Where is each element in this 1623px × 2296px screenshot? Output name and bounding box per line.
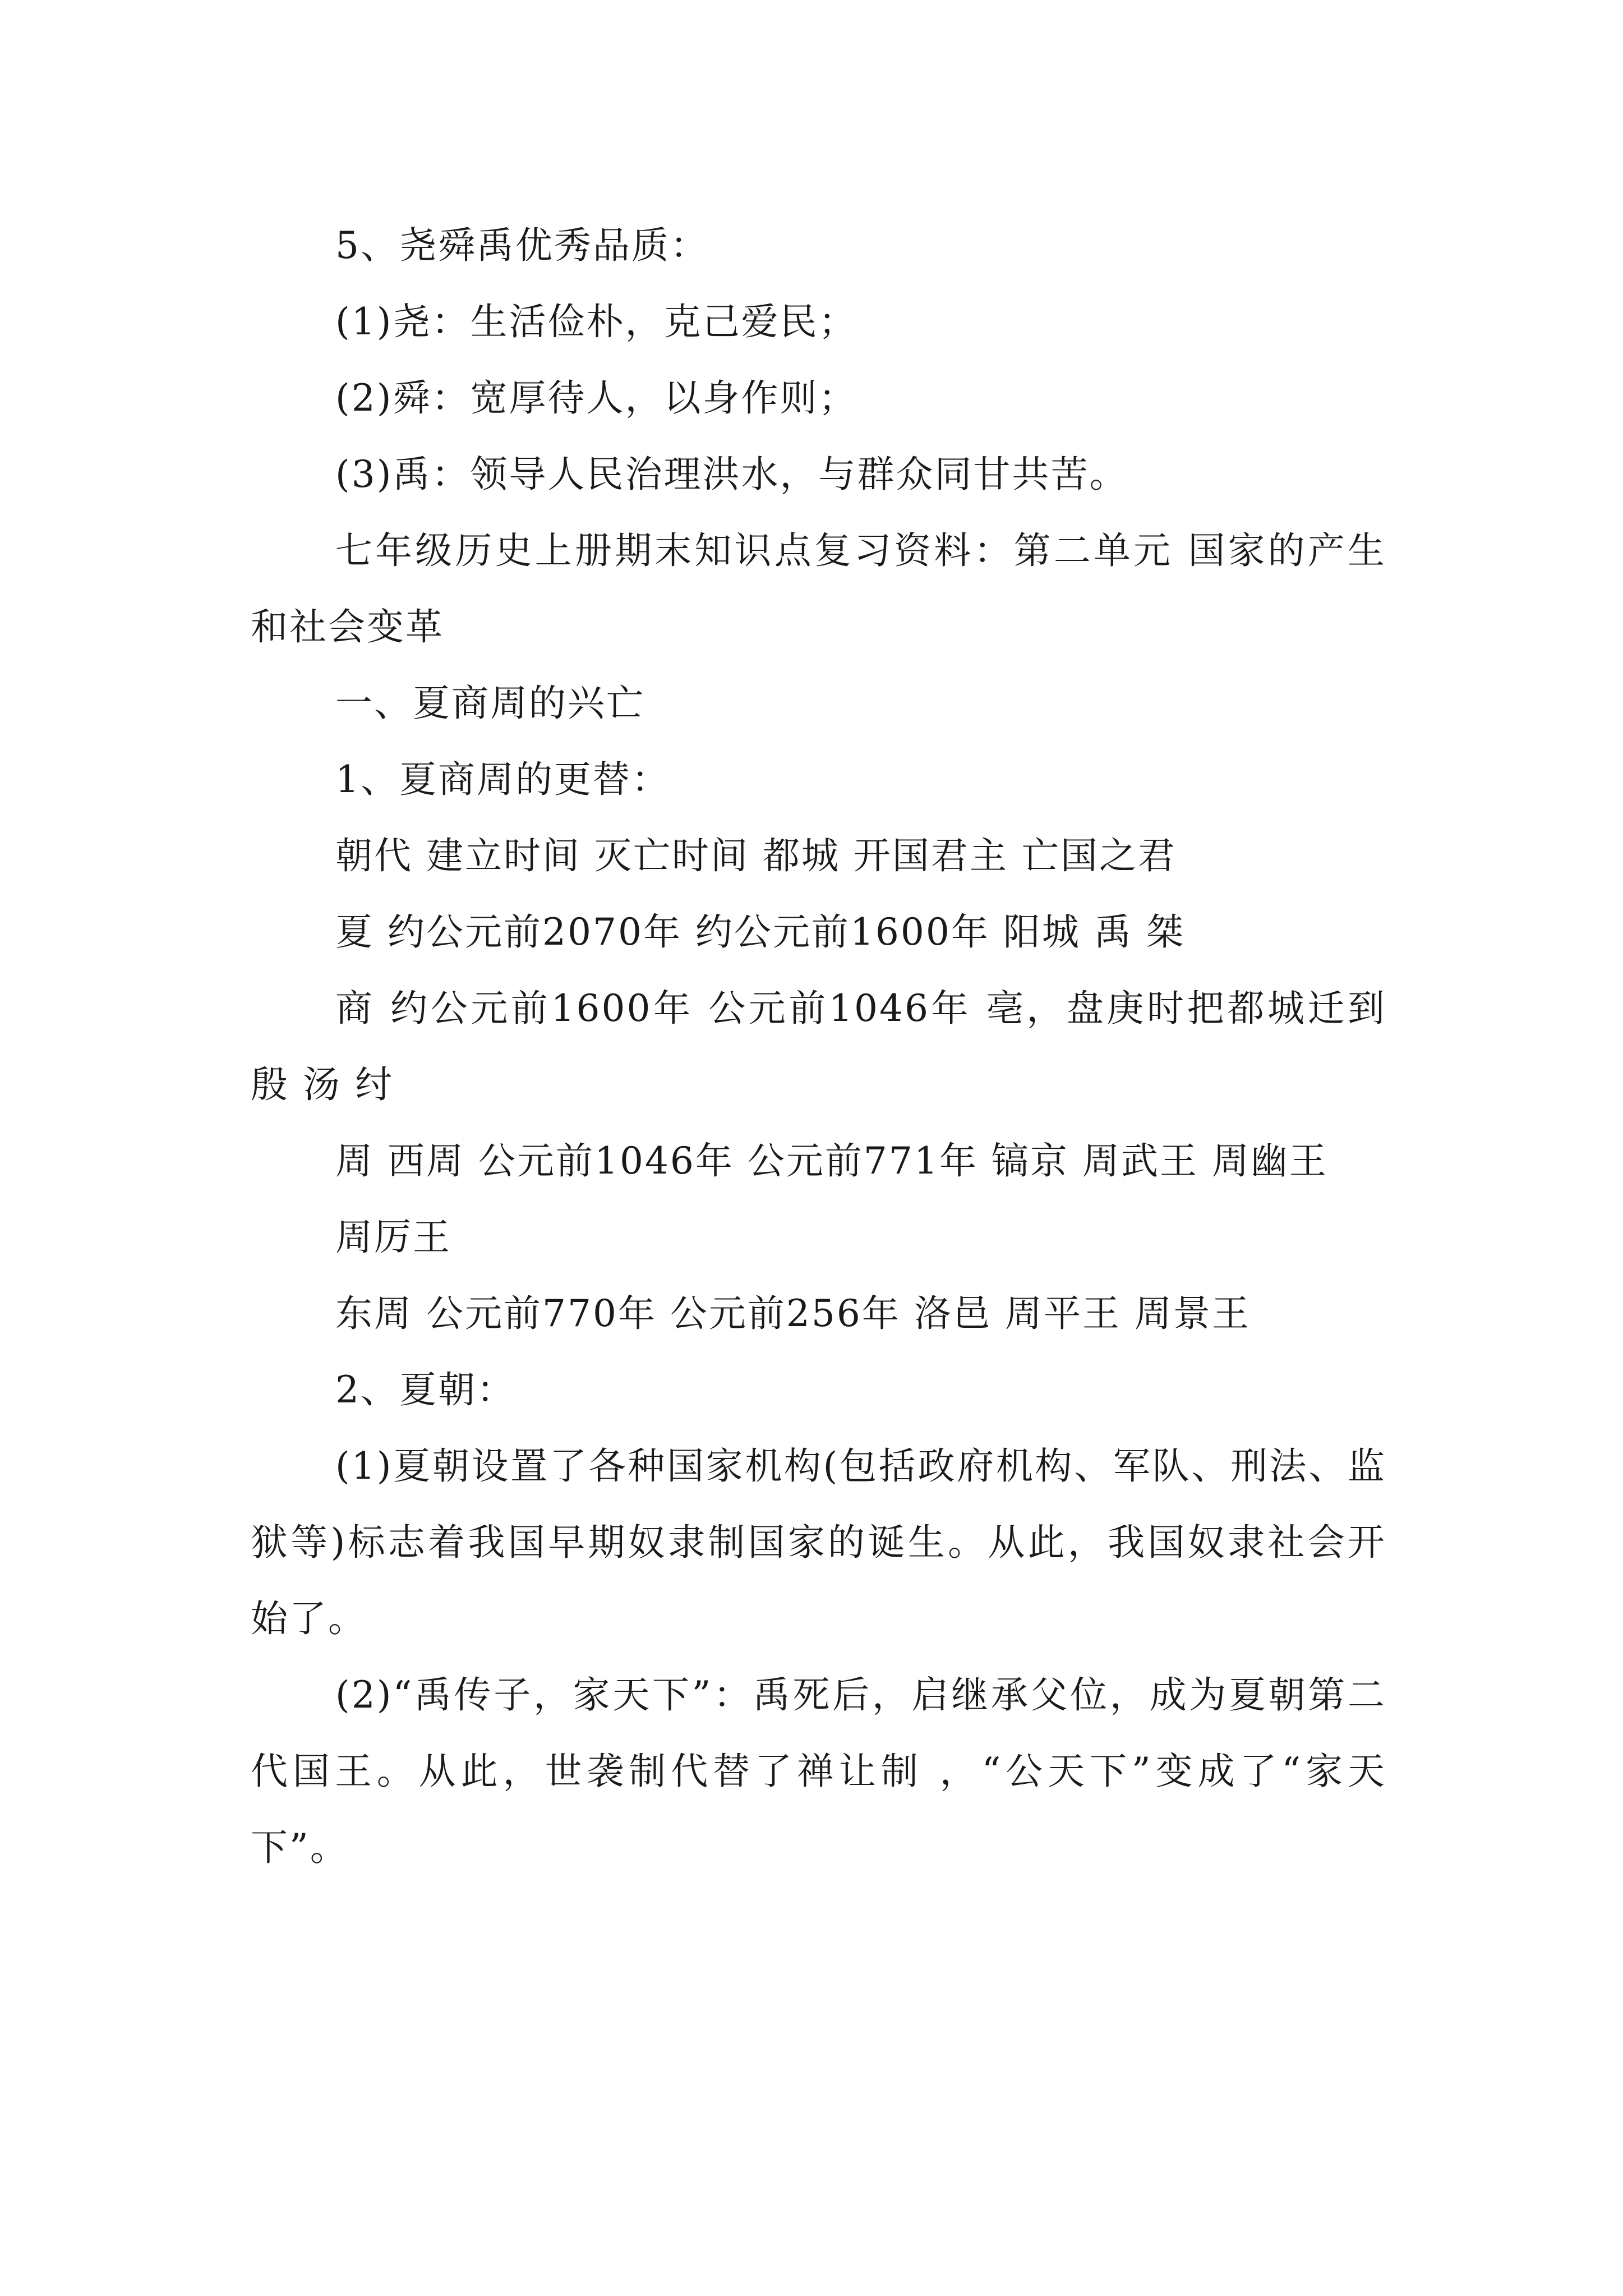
- subheading-xia-dynasty: 2、夏朝：: [335, 1368, 515, 1411]
- paragraph-xia-institutions: (1)夏朝设置了各种国家机构(包括政府机构、军队、刑法、监狱等)标志着我国早期奴隶制国家的诞生。从此，我国奴隶社会开始了。: [251, 1444, 1386, 1640]
- list-item-shun: (2)舜：宽厚待人，以身作则；: [335, 376, 857, 420]
- unit-two-title: 七年级历史上册期末知识点复习资料：第二单元 国家的产生和社会变革: [251, 529, 1386, 648]
- table-row-shang: 商 约公元前1600年 公元前1046年 亳，盘庚时把都城迁到殷 汤 纣: [251, 987, 1386, 1106]
- list-item-yu: (3)禹：领导人民治理洪水，与群众同甘共苦。: [335, 453, 1128, 496]
- heading-yao-shun-yu-qualities: 5、尧舜禹优秀品质：: [335, 224, 709, 267]
- paragraph-hereditary-system: (2)“禹传子，家天下”：禹死后，启继承父位，成为夏朝第二代国王。从此，世袭制代替了禅让制 ，“公天下”变成了“家天下”。: [251, 1673, 1386, 1869]
- table-row-xia: 夏 约公元前2070年 约公元前1600年 阳城 禹 桀: [335, 910, 1185, 954]
- list-item-yao: (1)尧：生活俭朴，克己爱民；: [335, 300, 857, 343]
- table-row-zhou-li-wang: 周厉王: [335, 1216, 451, 1259]
- subheading-dynasty-succession: 1、夏商周的更替：: [335, 758, 670, 801]
- section-heading-xia-shang-zhou: 一、夏商周的兴亡: [335, 682, 645, 725]
- document-body: [251, 208, 1386, 1886]
- table-header-row: 朝代 建立时间 灭亡时间 都城 开国君主 亡国之君: [335, 834, 1177, 877]
- table-row-eastern-zhou: 东周 公元前770年 公元前256年 洛邑 周平王 周景王: [335, 1292, 1251, 1335]
- table-row-western-zhou: 周 西周 公元前1046年 公元前771年 镐京 周武王 周幽王: [335, 1139, 1328, 1182]
